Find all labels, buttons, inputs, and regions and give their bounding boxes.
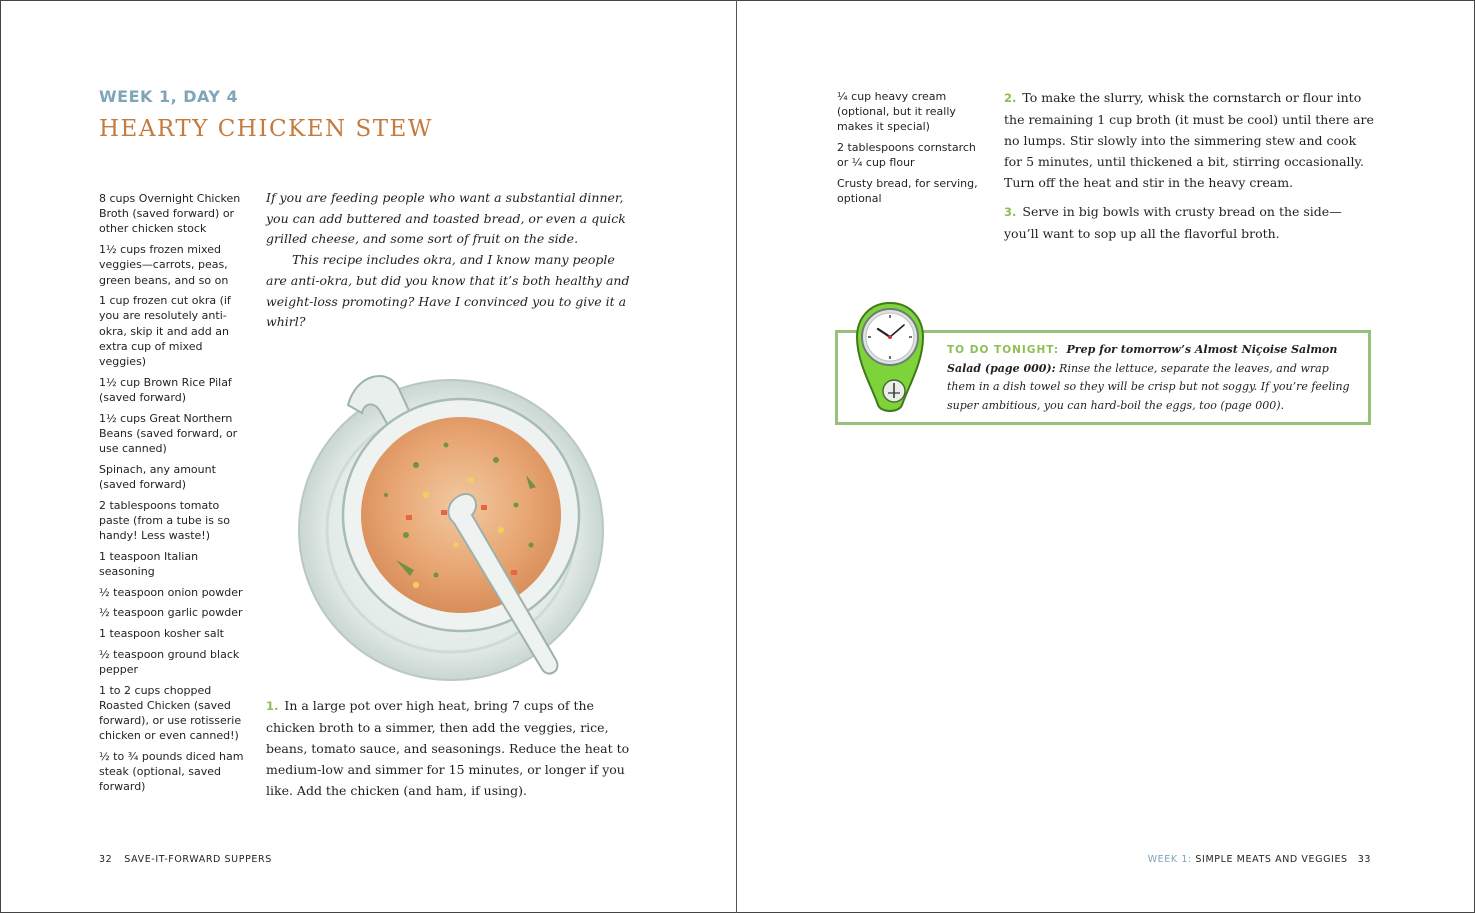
todo-tonight-text <box>947 341 1359 415</box>
recipe-step <box>266 695 638 801</box>
todo-label: TO DO TONIGHT: <box>947 344 1060 356</box>
week-day-label: WEEK 1, DAY 4 <box>99 87 239 106</box>
ingredient-list-right <box>837 89 985 212</box>
ingredient-item: 1 teaspoon Italian seasoning <box>99 549 199 578</box>
ingredient-item: 1 to 2 cups chopped Roasted Chicken (saved forward), or use rotisserie chicken or even canned!) <box>99 683 242 743</box>
step-number: 1. <box>266 699 279 713</box>
ingredient-item: 2 tablespoons tomato paste (from a tube is so handy! Less waste!) <box>99 498 230 543</box>
ingredient-item: 1½ cup Brown Rice Pilaf (saved forward) <box>99 375 232 404</box>
ingredient-item: ½ teaspoon onion powder <box>99 585 243 599</box>
ingredient-item: Spinach, any amount (saved forward) <box>99 462 216 491</box>
step-text: To make the slurry, whisk the cornstarch or flour into the remaining 1 cup broth (it must be cool) until there are no lumps. Stir slowly into the simmering stew and cook for 5 minutes, until thickened a bit, stirring occasionally. Turn off the heat and stir in the heavy cream. <box>1004 90 1374 190</box>
step-number: 2. <box>1004 91 1017 105</box>
intro-paragraph: If you are feeding people who want a substantial dinner, you can add buttered and toasted bread, or even a quick grilled cheese, and some sort of fruit on the side. <box>266 190 626 247</box>
footer-right <box>1148 854 1371 865</box>
kitchen-timer-icon <box>856 301 924 415</box>
footer-section: SIMPLE MEATS AND VEGGIES <box>1195 854 1348 865</box>
ingredient-item: 1 teaspoon kosher salt <box>99 627 224 641</box>
footer-week: WEEK 1: <box>1147 854 1192 865</box>
ingredient-item: ¼ cup heavy cream (optional, but it really makes it special) <box>837 90 956 134</box>
soup-bowl-illustration <box>286 345 616 685</box>
ingredient-item: Crusty bread, for serving, optional <box>837 177 978 206</box>
step-text: In a large pot over high heat, bring 7 cups of the chicken broth to a simmer, then add the veggies, rice, beans, tomato sauce, and seasonings. Reduce the heat to medium-low and simmer for 15 minutes, or longer if you like. Add the chicken (and ham, if using). <box>266 698 630 798</box>
ingredient-item: ½ teaspoon ground black pepper <box>99 647 240 676</box>
ingredient-item: ½ to ¾ pounds diced ham steak (optional, saved forward) <box>99 750 244 794</box>
ingredient-item: ½ teaspoon garlic powder <box>99 606 243 620</box>
ingredient-list-left <box>99 191 247 800</box>
ingredient-item: 1 cup frozen cut okra (if you are resolutely anti-okra, skip it and add an extra cup of mixed veggies) <box>99 294 231 369</box>
recipe-intro <box>266 188 638 333</box>
page-gutter <box>736 0 737 913</box>
page-number: 33 <box>1357 854 1371 865</box>
book-title: SAVE-IT-FORWARD SUPPERS <box>124 854 272 865</box>
ingredient-item: 1½ cups frozen mixed veggies—carrots, peas, green beans, and so on <box>99 243 229 287</box>
ingredient-item: 2 tablespoons cornstarch or ¼ cup flour <box>837 141 976 170</box>
recipe-title: HEARTY CHICKEN STEW <box>99 116 433 142</box>
step-number: 3. <box>1004 205 1017 219</box>
footer-left <box>99 854 272 865</box>
page-number: 32 <box>99 854 113 865</box>
ingredient-item: 1½ cups Great Northern Beans (saved forward, or use canned) <box>99 411 238 456</box>
todo-lead: Prep for tomorrow’s Almost Niçoise Salmon Salad (page 000): <box>947 343 1338 375</box>
intro-paragraph: This recipe includes okra, and I know many people are anti-okra, but did you know that it’s both healthy and weight-loss promoting? Have I convinced you to give it a whirl? <box>266 252 630 330</box>
recipe-step <box>1004 87 1374 193</box>
recipe-step <box>1004 201 1374 244</box>
ingredient-item: 8 cups Overnight Chicken Broth (saved forward) or other chicken stock <box>99 192 241 236</box>
todo-body: Rinse the lettuce, separate the leaves, and wrap them in a dish towel so they will be crisp but not soggy. If you’re feeling super ambitious, you can hard-boil the eggs, too (page 000). <box>947 361 1350 412</box>
step-text: Serve in big bowls with crusty bread on the side—you’ll want to sop up all the flavorful broth. <box>1004 204 1342 241</box>
